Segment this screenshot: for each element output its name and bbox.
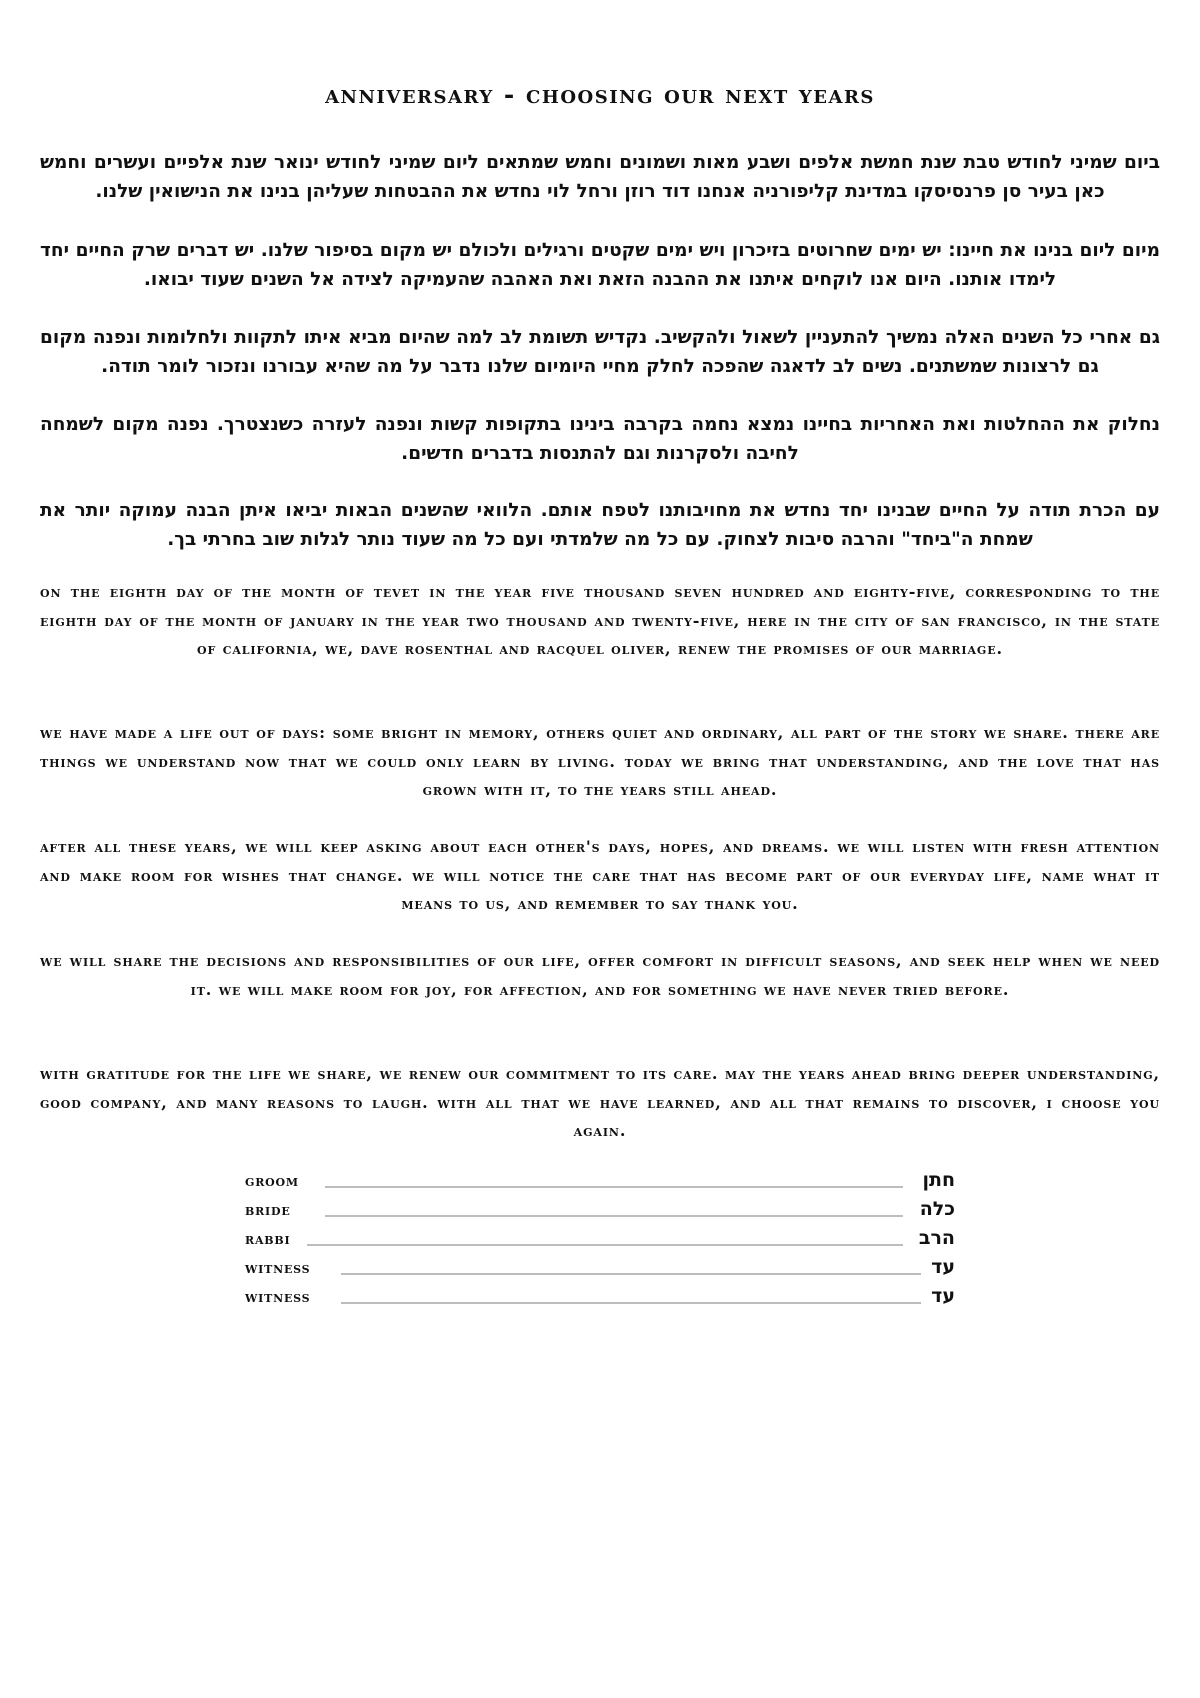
signature-row-witness-1 — [245, 1253, 955, 1279]
english-paragraph-3: after all these years, we will keep asking about each other's days, hopes, and dreams. we will listen with fresh attention and make room for wishes that change. we will notice the care that has become part of our everyday life, name what it means to us, and remember to say thank you. — [40, 837, 1160, 913]
signature-label-groom-hebrew: חתן — [922, 1169, 955, 1191]
signature-label-bride-hebrew: כלה — [919, 1198, 955, 1220]
english-paragraph-4: we will share the decisions and responsibilities of our life, offer comfort in difficult seasons, and seek help when we need it. we will make room for joy, for affection, and for something we have never tried before. — [40, 951, 1160, 999]
hebrew-paragraph-3: גם אחרי כל השנים האלה נמשיך להתעניין לשאול ולהקשיב. נקדיש תשומת לב למה שהיום מביא איתו לתקוות ולחלומות ונפנה מקום גם לרצונות שמשתנים. נשים לב לדאגה שהפכה לחלק מחיי היומיום שלנו נדבר על מה שהיא עבורנו ונזכור לומר תודה. — [40, 327, 1160, 377]
signature-line-witness-1[interactable] — [341, 1273, 921, 1275]
signature-line-rabbi[interactable] — [307, 1244, 903, 1246]
signature-label-bride: bride — [245, 1200, 291, 1219]
signature-line-bride[interactable] — [325, 1215, 903, 1217]
signature-line-groom[interactable] — [325, 1186, 903, 1188]
hebrew-paragraph-2: מיום ליום בנינו את חיינו: יש ימים שחרוטים בזיכרון ויש ימים שקטים ורגילים ולכולם יש מקום בסיפור שלנו. יש דברים שרק החיים יחד לימדו אותנו. היום אנו לוקחים איתנו את ההבנה הזאת ואת האהבה שהעמיקה לצידה אל השנים שעוד יבואו. — [40, 240, 1160, 290]
signature-row-witness-2 — [245, 1282, 955, 1308]
signature-label-witness-2: witness — [245, 1287, 311, 1306]
signature-label-witness-1: witness — [245, 1258, 311, 1277]
hebrew-paragraph-4: נחלוק את ההחלטות ואת האחריות בחיינו נמצא נחמה בקרבה בינינו בתקופות קשות ונפנה לעזרה כשנצטרך. נפנה מקום לשמחה לחיבה ולסקרנות וגם להתנסות בדברים חדשים. — [40, 414, 1160, 464]
signature-row-rabbi — [245, 1224, 955, 1250]
english-paragraph-5: with gratitude for the life we share, we renew our commitment to its care. may the years ahead bring deeper understanding, good company, and many reasons to laugh. with all that we have learned, and all that remains to discover, i choose you again. — [40, 1064, 1160, 1140]
hebrew-paragraph-5: עם הכרת תודה על החיים שבנינו יחד נחדש את מחויבותנו לטפח אותם. הלוואי שהשנים הבאות יביאו איתן הבנה עמוקה יותר את שמחת ה"ביחד" והרבה סיבות לצחוק. עם כל מה שלמדתי ועם כל מה שעוד נותר לגלות שוב בחרתי בך. — [40, 500, 1160, 550]
hebrew-paragraph-1: ביום שמיני לחודש טבת שנת חמשת אלפים ושבע מאות ושמונים וחמש שמתאים ליום שמיני לחודש ינואר שנת אלפיים ועשרים וחמש כאן בעיר סן פרנסיסקו במדינת קליפורניה אנחנו דוד רוזן ורחל לוי נחדש את ההבטחות שעליהן בנינו את הנישואין שלנו. — [40, 152, 1160, 202]
english-paragraph-1: on the eighth day of the month of tevet in the year five thousand seven hundred and eighty-five, corresponding to the eighth day of the month of january in the year two thousand and twenty-five, here in the city of san francisco, in the state of california, we, dave rosenthal and racquel oliver, renew the promises of our marriage. — [40, 582, 1160, 658]
document-title: anniversary - choosing our next years — [325, 80, 875, 109]
signature-row-bride — [245, 1195, 955, 1221]
signature-label-groom: groom — [245, 1171, 299, 1190]
signature-line-witness-2[interactable] — [341, 1302, 921, 1304]
signature-label-witness-1-hebrew: עד — [931, 1256, 955, 1278]
signature-label-rabbi-hebrew: הרב — [918, 1227, 955, 1249]
signature-label-rabbi: rabbi — [245, 1229, 291, 1248]
signature-row-groom — [245, 1166, 955, 1192]
english-paragraph-2: we have made a life out of days: some bright in memory, others quiet and ordinary, all part of the story we share. there are things we understand now that we could only learn by living. today we bring that understanding, and the love that has grown with it, to the years still ahead. — [40, 723, 1160, 799]
signature-label-witness-2-hebrew: עד — [931, 1285, 955, 1307]
